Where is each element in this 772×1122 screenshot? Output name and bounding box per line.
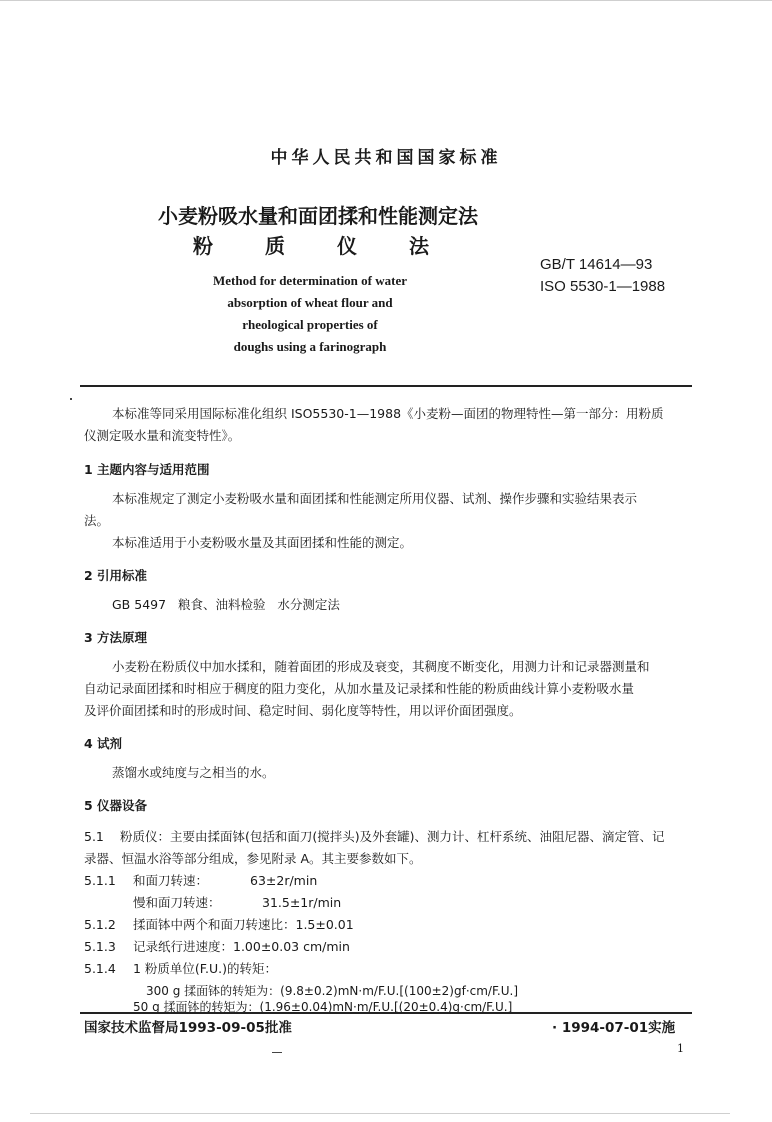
approval-date: 国家技术监督局1993-09-05批准 <box>84 1020 292 1036</box>
param-value: 31.5±1r/min <box>262 895 342 910</box>
title-en-line: rheological properties of <box>242 317 378 332</box>
header-divider <box>80 385 692 387</box>
title-cn-subtitle: 粉质仪法 <box>193 234 481 258</box>
iso-code: ISO 5530-1—1988 <box>540 278 666 295</box>
paragraph-line: 粉质仪：主要由揉面钵(包括和面刀(搅拌头)及外套罐)、测力计、杠杆系统、油阻尼器、滴定管、记 <box>120 829 665 844</box>
paragraph-line: 自动记录面团揉和时相应于稠度的阻力变化，从加水量及记录揉和性能的粉质曲线计算小麦粉吸水量 <box>84 681 635 696</box>
paragraph-line: 蒸馏水或纯度与之相当的水。 <box>112 765 275 780</box>
section-heading: 1 主题内容与适用范围 <box>84 462 210 477</box>
gb-code: GB/T 14614—93 <box>540 256 653 273</box>
section-heading: 4 试剂 <box>84 736 123 751</box>
paragraph-line: 50 g 揉面钵的转矩为：(1.96±0.04)mN·m/F.U.[(20±0.4)g·cm/F.U.] <box>133 1000 513 1014</box>
scan-speck <box>70 398 72 400</box>
paragraph-line: 及评价面团揉和时的形成时间、稳定时间、弱化度等特性，用以评价面团强度。 <box>84 703 522 718</box>
paragraph-line: 本标准适用于小麦粉吸水量及其面团揉和性能的测定。 <box>112 535 413 550</box>
scan-edge <box>30 1113 730 1114</box>
clause-number: 5.1.4 <box>84 961 116 976</box>
paragraph-line: 记录纸行进速度：1.00±0.03 cm/min <box>133 939 350 954</box>
paragraph-line: 录器、恒温水浴等部分组成，参见附录 A。其主要参数如下。 <box>84 851 422 866</box>
param-value: 63±2r/min <box>250 873 318 888</box>
intro-line: 仪测定吸水量和流变特性》。 <box>84 428 241 443</box>
clause-number: 5.1.1 <box>84 873 116 888</box>
clause-number: 5.1.2 <box>84 917 116 932</box>
paragraph-line: 揉面钵中两个和面刀转速比：1.5±0.01 <box>133 917 354 932</box>
section-heading: 5 仪器设备 <box>84 798 148 813</box>
paragraph-line: 1 粉质单位(F.U.)的转矩： <box>133 961 277 976</box>
scan-speck <box>272 1052 282 1053</box>
page-number: 1 <box>677 1042 684 1055</box>
intro-line: 本标准等同采用国际标准化组织 ISO5530-1—1988《小麦粉—面团的物理特性—第一部分：用粉质 <box>112 406 664 421</box>
clause-number: 5.1 <box>84 829 104 844</box>
title-en-line: doughs using a farinograph <box>233 339 387 354</box>
title-en-line: Method for determination of water <box>213 273 407 288</box>
param-label: 慢和面刀转速： <box>133 895 221 910</box>
paragraph-line: 300 g 揉面钵的转矩为：(9.8±0.2)mN·m/F.U.[(100±2)gf·cm/F.U.] <box>146 984 519 998</box>
paragraph-line: 本标准规定了测定小麦粉吸水量和面团揉和性能测定所用仪器、试剂、操作步骤和实验结果表示 <box>112 491 638 506</box>
footer-divider <box>80 1012 692 1014</box>
paragraph-line: 法。 <box>84 513 110 528</box>
section-heading: 3 方法原理 <box>84 630 148 645</box>
title-en-line: absorption of wheat flour and <box>227 295 393 310</box>
reference-standard: GB 5497 粮食、油料检验 水分测定法 <box>112 597 340 612</box>
clause-number: 5.1.3 <box>84 939 116 954</box>
param-label: 和面刀转速： <box>133 873 209 888</box>
title-cn: 小麦粉吸水量和面团揉和性能测定法 <box>158 204 478 228</box>
paragraph-line: 小麦粉在粉质仪中加水揉和，随着面团的形成及衰变，其稠度不断变化，用测力计和记录器测量和 <box>112 659 650 674</box>
scan-edge <box>0 0 772 1</box>
national-standard-label: 中华人民共和国国家标准 <box>270 148 502 168</box>
implementation-date: · 1994-07-01实施 <box>552 1020 676 1036</box>
title-en <box>180 270 440 358</box>
section-heading: 2 引用标准 <box>84 568 148 583</box>
